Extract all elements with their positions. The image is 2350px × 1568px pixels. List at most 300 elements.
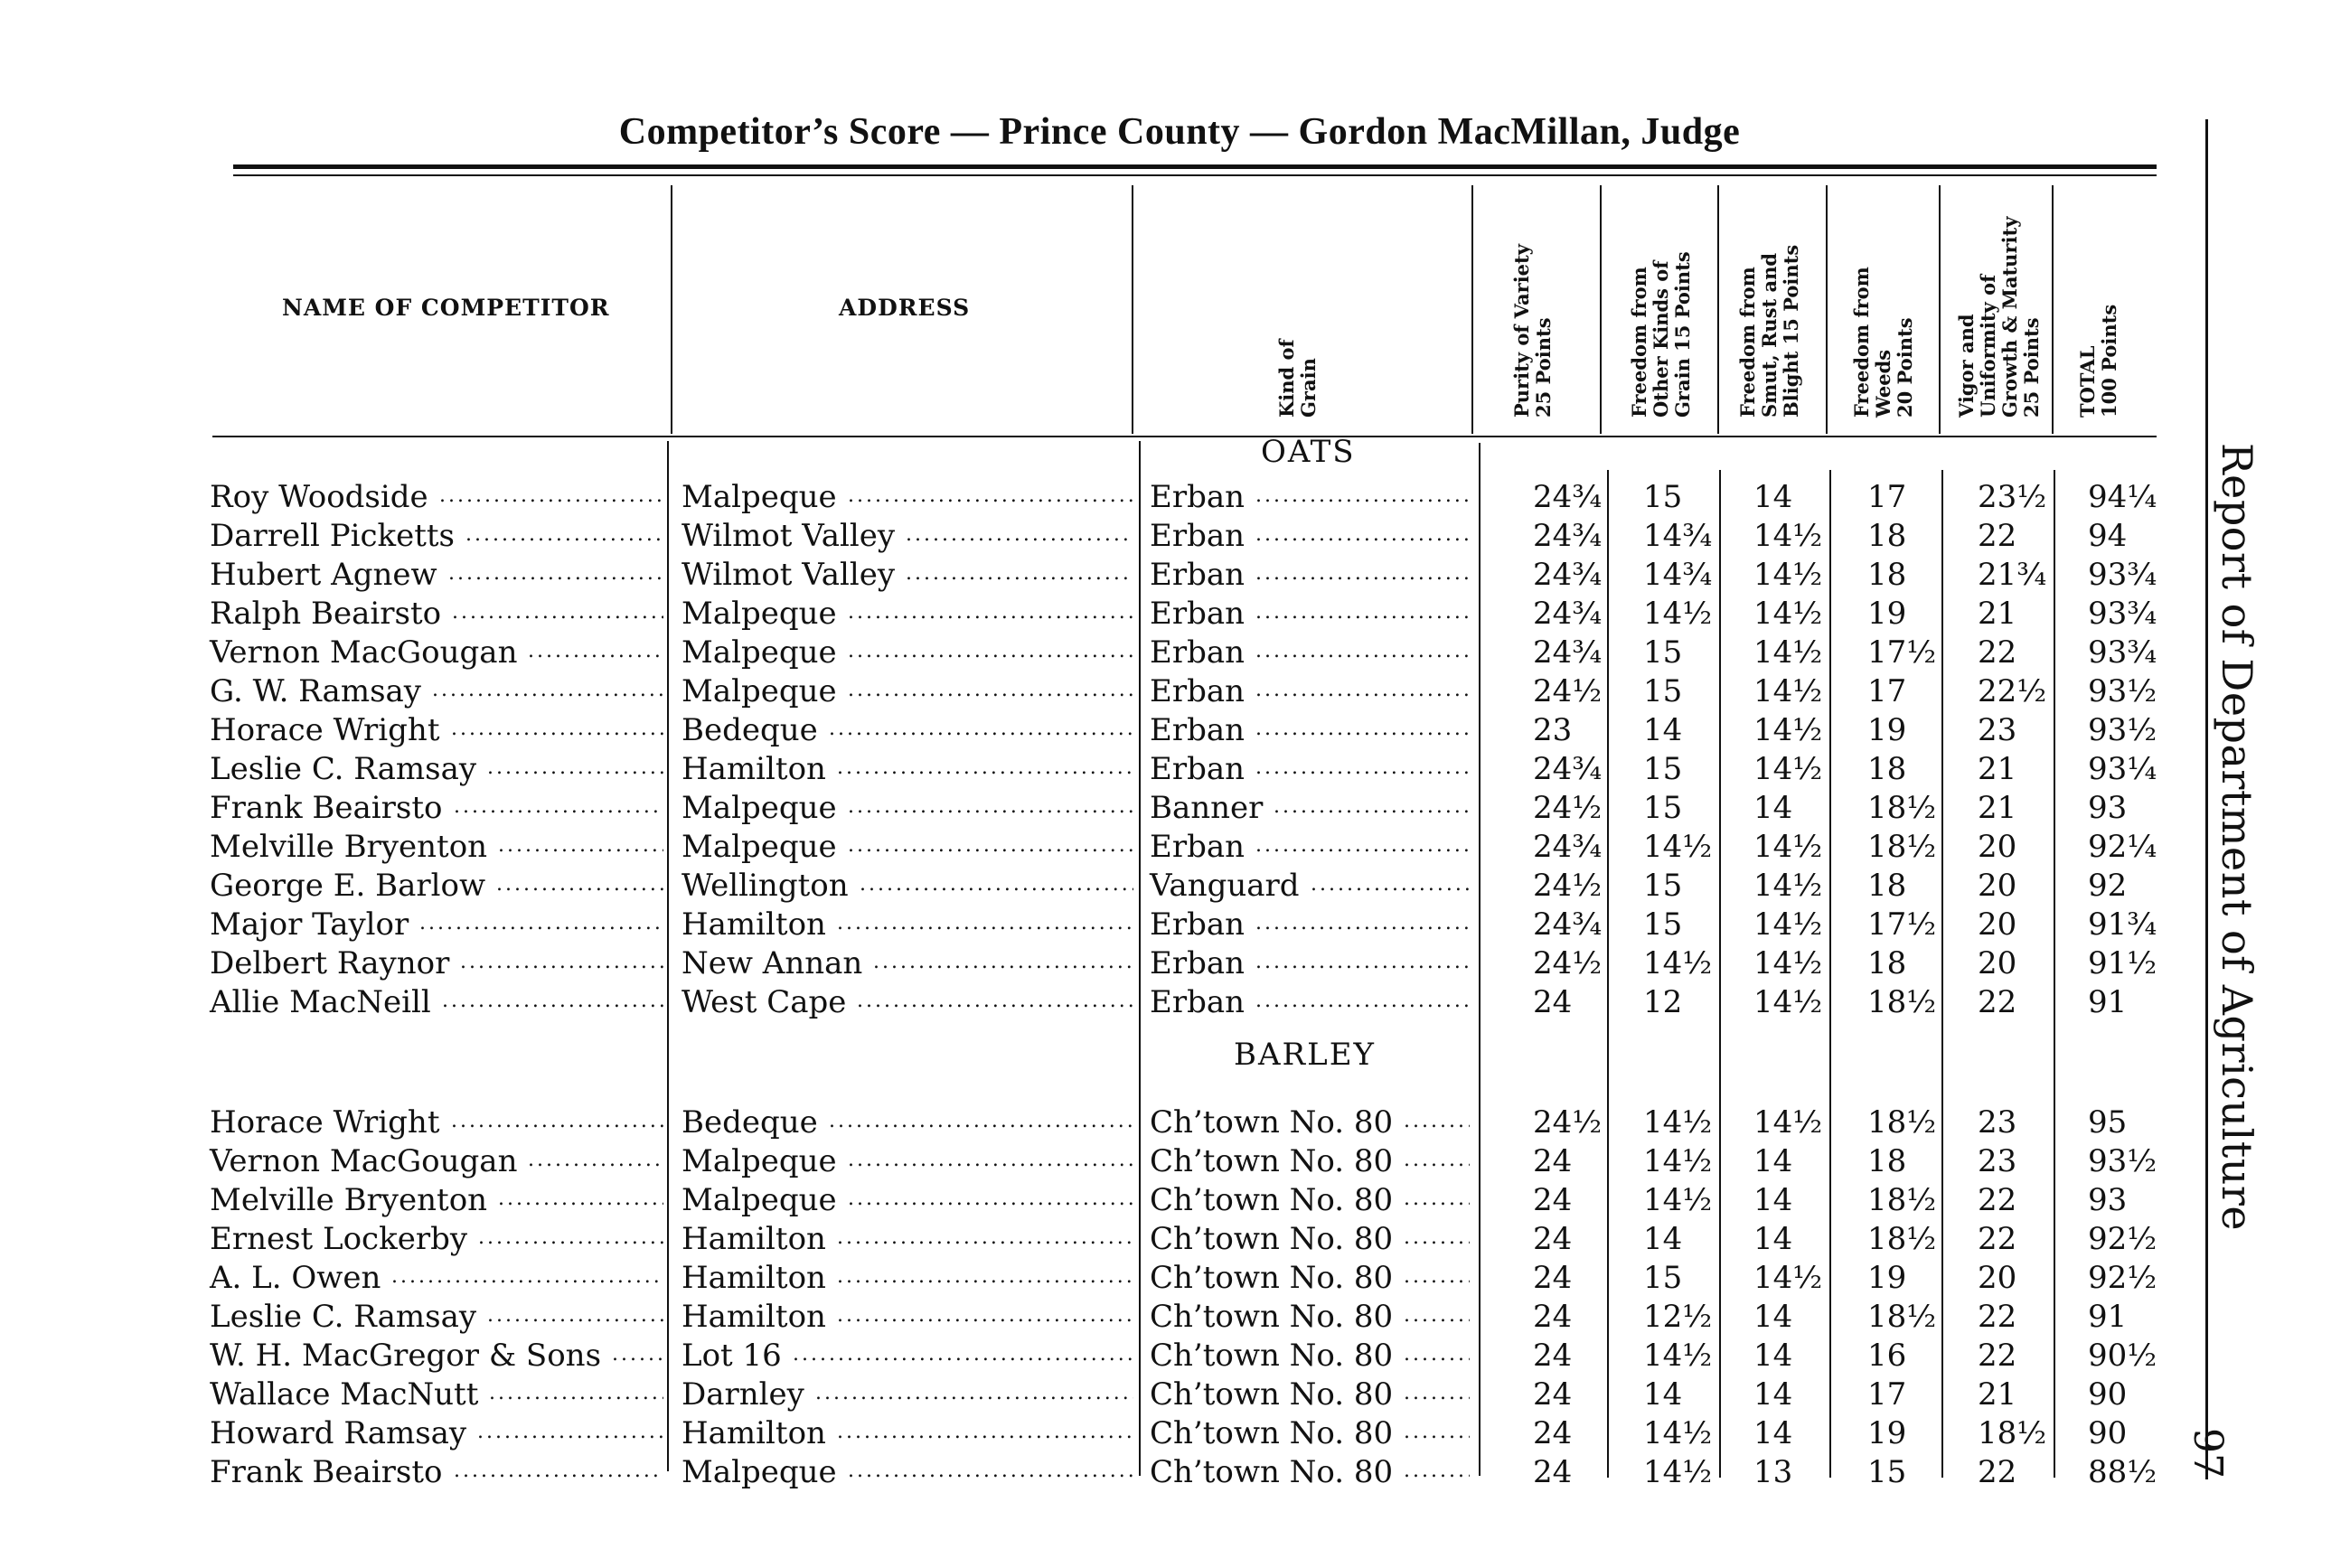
side-title: Report of Department of Agriculture: [2213, 443, 2261, 1232]
header-smut-rust: Freedom from Smut, Rust and Blight 15 Points: [1736, 244, 1802, 418]
competitor-name: W. H. MacGregor & Sons: [210, 1338, 602, 1374]
address-leader-dots: [848, 1182, 1133, 1221]
address-leader-dots: [837, 906, 1133, 945]
score-vigor: 22: [1978, 634, 2017, 671]
name-leader-dots: [448, 557, 663, 596]
score-vigor: 22: [1978, 1221, 2017, 1257]
score-vigor: 20: [1978, 1260, 2017, 1296]
competitor-name: Ernest Lockerby: [210, 1221, 468, 1257]
competitor-name: Vernon MacGougan: [210, 634, 518, 671]
kind-leader-dots: [1255, 829, 1470, 868]
competitor-name: George E. Barlow: [210, 868, 486, 904]
address-leader-dots: [837, 1299, 1133, 1338]
score-weeds: 18: [1867, 945, 1907, 981]
side-rule: [2205, 119, 2208, 1479]
kind-leader-dots: [1255, 673, 1470, 712]
kind-leader-dots: [1404, 1454, 1470, 1493]
score-weeds: 18½: [1867, 1299, 1937, 1335]
competitor-address: Hamilton: [682, 1299, 826, 1335]
header-divider: [1471, 185, 1473, 434]
score-total: 93¼: [2088, 751, 2157, 787]
competitor-address: Wilmot Valley: [682, 518, 896, 554]
header-divider: [2052, 185, 2054, 434]
score-vigor: 22: [1978, 984, 2017, 1020]
competitor-address: Malpeque: [682, 673, 837, 709]
score-weeds: 17: [1867, 673, 1907, 709]
grain-kind: Ch’town No. 80: [1150, 1338, 1394, 1374]
name-leader-dots: [442, 984, 663, 1023]
score-vigor: 21: [1978, 790, 2017, 826]
score-other-kinds: 15: [1643, 479, 1683, 515]
grain-kind: Erban: [1150, 634, 1246, 671]
kind-leader-dots: [1274, 790, 1470, 829]
score-purity: 24: [1533, 1415, 1573, 1451]
grain-kind: Ch’town No. 80: [1150, 1454, 1394, 1490]
score-weeds: 18½: [1867, 829, 1937, 865]
table-row: [0, 1182, 2350, 1221]
grain-kind: Banner: [1150, 790, 1264, 826]
competitor-name: Frank Beairsto: [210, 790, 443, 826]
score-weeds: 19: [1867, 596, 1907, 632]
name-leader-dots: [489, 1376, 663, 1415]
name-leader-dots: [528, 1143, 663, 1182]
score-vigor: 23: [1978, 1104, 2017, 1141]
name-leader-dots: [498, 829, 663, 868]
table-row: [0, 1104, 2350, 1143]
score-vigor: 22: [1978, 1299, 2017, 1335]
score-other-kinds: 14½: [1643, 1454, 1713, 1490]
address-leader-dots: [829, 712, 1133, 751]
score-weeds: 18½: [1867, 790, 1937, 826]
address-leader-dots: [837, 1221, 1133, 1260]
kind-leader-dots: [1255, 712, 1470, 751]
score-vigor: 20: [1978, 945, 2017, 981]
score-smut-rust: 14½: [1753, 945, 1823, 981]
table-row: [0, 518, 2350, 557]
score-purity: 24: [1533, 1299, 1573, 1335]
score-purity: 24: [1533, 984, 1573, 1020]
score-vigor: 18½: [1978, 1415, 2047, 1451]
score-total: 91½: [2088, 945, 2157, 981]
table-row: [0, 712, 2350, 751]
header-divider: [1939, 185, 1941, 434]
score-weeds: 18: [1867, 751, 1907, 787]
score-total: 90: [2088, 1376, 2128, 1413]
score-vigor: 20: [1978, 868, 2017, 904]
name-leader-dots: [460, 945, 663, 984]
competitor-address: Malpeque: [682, 1143, 837, 1179]
score-total: 91: [2088, 984, 2128, 1020]
kind-leader-dots: [1255, 596, 1470, 634]
competitor-address: West Cape: [682, 984, 847, 1020]
competitor-name: Hubert Agnew: [210, 557, 437, 593]
competitor-name: Leslie C. Ramsay: [210, 751, 477, 787]
score-vigor: 21: [1978, 596, 2017, 632]
score-total: 95: [2088, 1104, 2128, 1141]
score-other-kinds: 15: [1643, 673, 1683, 709]
score-weeds: 19: [1867, 1415, 1907, 1451]
score-smut-rust: 14½: [1753, 596, 1823, 632]
score-total: 93¾: [2088, 596, 2157, 632]
name-leader-dots: [612, 1338, 663, 1376]
address-leader-dots: [829, 1104, 1133, 1143]
score-other-kinds: 14½: [1643, 1338, 1713, 1374]
table-row: [0, 1338, 2350, 1376]
competitor-address: Bedeque: [682, 712, 818, 748]
grain-kind: Ch’town No. 80: [1150, 1260, 1394, 1296]
score-purity: 24¾: [1533, 479, 1603, 515]
score-smut-rust: 14: [1753, 1415, 1793, 1451]
competitor-address: Malpeque: [682, 1454, 837, 1490]
table-row: [0, 1143, 2350, 1182]
competitor-address: Malpeque: [682, 1182, 837, 1218]
name-leader-dots: [391, 1260, 663, 1299]
score-vigor: 21¾: [1978, 557, 2047, 593]
kind-leader-dots: [1404, 1104, 1470, 1143]
score-purity: 24¾: [1533, 596, 1603, 632]
table-row: [0, 829, 2350, 868]
section-label-oats: OATS: [1261, 434, 1356, 470]
score-other-kinds: 14: [1643, 1221, 1683, 1257]
score-smut-rust: 14½: [1753, 1104, 1823, 1141]
competitor-address: Malpeque: [682, 634, 837, 671]
score-smut-rust: 14: [1753, 1182, 1793, 1218]
name-leader-dots: [419, 906, 663, 945]
score-vigor: 20: [1978, 906, 2017, 943]
grain-kind: Erban: [1150, 829, 1246, 865]
score-weeds: 18: [1867, 518, 1907, 554]
table-row: [0, 751, 2350, 790]
header-address: ADDRESS: [839, 295, 971, 321]
score-purity: 23: [1533, 712, 1573, 748]
competitor-address: Lot 16: [682, 1338, 782, 1374]
competitor-address: Wellington: [682, 868, 849, 904]
score-other-kinds: 15: [1643, 1260, 1683, 1296]
score-purity: 24: [1533, 1376, 1573, 1413]
competitor-address: Hamilton: [682, 906, 826, 943]
score-purity: 24: [1533, 1260, 1573, 1296]
name-leader-dots: [432, 673, 663, 712]
competitor-address: Hamilton: [682, 1415, 826, 1451]
score-other-kinds: 15: [1643, 868, 1683, 904]
kind-leader-dots: [1255, 479, 1470, 518]
competitor-name: G. W. Ramsay: [210, 673, 421, 709]
address-leader-dots: [848, 673, 1133, 712]
competitor-name: Roy Woodside: [210, 479, 428, 515]
score-total: 93¾: [2088, 634, 2157, 671]
score-weeds: 18½: [1867, 1221, 1937, 1257]
name-leader-dots: [451, 712, 663, 751]
score-total: 90: [2088, 1415, 2128, 1451]
header-divider: [1826, 185, 1828, 434]
grain-kind: Ch’town No. 80: [1150, 1104, 1394, 1141]
header-divider: [1600, 185, 1602, 434]
score-purity: 24¾: [1533, 634, 1603, 671]
address-leader-dots: [837, 1415, 1133, 1454]
name-leader-dots: [487, 751, 663, 790]
score-smut-rust: 13: [1753, 1454, 1793, 1490]
address-leader-dots: [860, 868, 1133, 906]
score-smut-rust: 14: [1753, 1299, 1793, 1335]
score-purity: 24¾: [1533, 518, 1603, 554]
score-other-kinds: 14: [1643, 712, 1683, 748]
score-other-kinds: 14½: [1643, 945, 1713, 981]
competitor-name: Wallace MacNutt: [210, 1376, 479, 1413]
table-row: [0, 634, 2350, 673]
name-leader-dots: [439, 479, 663, 518]
address-leader-dots: [906, 518, 1133, 557]
score-smut-rust: 14: [1753, 1143, 1793, 1179]
score-total: 94: [2088, 518, 2128, 554]
score-purity: 24½: [1533, 1104, 1603, 1141]
name-leader-dots: [498, 1182, 663, 1221]
score-smut-rust: 14½: [1753, 906, 1823, 943]
grain-kind: Erban: [1150, 479, 1246, 515]
score-total: 93½: [2088, 1143, 2157, 1179]
section-label-barley: BARLEY: [1234, 1037, 1376, 1073]
score-smut-rust: 14½: [1753, 1260, 1823, 1296]
score-vigor: 22½: [1978, 673, 2047, 709]
competitor-name: Allie MacNeill: [210, 984, 431, 1020]
score-weeds: 17½: [1867, 906, 1937, 943]
score-vigor: 22: [1978, 1454, 2017, 1490]
name-leader-dots: [487, 1299, 663, 1338]
competitor-address: Bedeque: [682, 1104, 818, 1141]
score-weeds: 18½: [1867, 1182, 1937, 1218]
address-leader-dots: [848, 1454, 1133, 1493]
table-row: [0, 479, 2350, 518]
kind-leader-dots: [1404, 1182, 1470, 1221]
grain-kind: Ch’town No. 80: [1150, 1143, 1394, 1179]
score-total: 91¾: [2088, 906, 2157, 943]
score-smut-rust: 14½: [1753, 751, 1823, 787]
score-other-kinds: 14½: [1643, 1182, 1713, 1218]
score-other-kinds: 14½: [1643, 596, 1713, 632]
score-other-kinds: 14½: [1643, 829, 1713, 865]
score-purity: 24¾: [1533, 906, 1603, 943]
score-smut-rust: 14: [1753, 1376, 1793, 1413]
kind-leader-dots: [1255, 557, 1470, 596]
score-purity: 24½: [1533, 790, 1603, 826]
kind-leader-dots: [1255, 634, 1470, 673]
score-other-kinds: 14: [1643, 1376, 1683, 1413]
name-leader-dots: [454, 790, 663, 829]
address-leader-dots: [848, 596, 1133, 634]
score-purity: 24: [1533, 1182, 1573, 1218]
grain-kind: Erban: [1150, 984, 1246, 1020]
score-total: 92: [2088, 868, 2128, 904]
kind-leader-dots: [1255, 518, 1470, 557]
competitor-name: Vernon MacGougan: [210, 1143, 518, 1179]
competitor-name: Major Taylor: [210, 906, 409, 943]
score-other-kinds: 14¾: [1643, 557, 1713, 593]
kind-leader-dots: [1404, 1221, 1470, 1260]
score-weeds: 17: [1867, 479, 1907, 515]
address-leader-dots: [815, 1376, 1133, 1415]
score-weeds: 18½: [1867, 984, 1937, 1020]
competitor-address: Malpeque: [682, 790, 837, 826]
score-smut-rust: 14½: [1753, 518, 1823, 554]
name-leader-dots: [528, 634, 663, 673]
competitor-address: Malpeque: [682, 829, 837, 865]
address-leader-dots: [848, 1143, 1133, 1182]
kind-leader-dots: [1404, 1338, 1470, 1376]
score-purity: 24: [1533, 1143, 1573, 1179]
competitor-address: Hamilton: [682, 1221, 826, 1257]
table-row: [0, 1260, 2350, 1299]
table-row: [0, 984, 2350, 1023]
address-leader-dots: [837, 751, 1133, 790]
header-divider: [671, 185, 672, 434]
grain-kind: Vanguard: [1150, 868, 1300, 904]
table-row: [0, 1299, 2350, 1338]
score-weeds: 16: [1867, 1338, 1907, 1374]
competitor-address: Hamilton: [682, 1260, 826, 1296]
score-total: 93: [2088, 1182, 2128, 1218]
score-other-kinds: 12½: [1643, 1299, 1713, 1335]
address-leader-dots: [857, 984, 1133, 1023]
table-row: [0, 945, 2350, 984]
page-number: 97: [2185, 1428, 2231, 1479]
score-vigor: 21: [1978, 751, 2017, 787]
score-weeds: 18: [1867, 868, 1907, 904]
header-rule-thin: [233, 174, 2157, 176]
kind-leader-dots: [1255, 751, 1470, 790]
table-row: [0, 673, 2350, 712]
score-purity: 24½: [1533, 868, 1603, 904]
score-purity: 24¾: [1533, 751, 1603, 787]
name-leader-dots: [477, 1415, 663, 1454]
score-vigor: 22: [1978, 1182, 2017, 1218]
name-leader-dots: [451, 1104, 663, 1143]
grain-kind: Erban: [1150, 596, 1246, 632]
score-vigor: 21: [1978, 1376, 2017, 1413]
score-other-kinds: 14½: [1643, 1415, 1713, 1451]
score-other-kinds: 12: [1643, 984, 1683, 1020]
competitor-name: Howard Ramsay: [210, 1415, 467, 1451]
table-row: [0, 1221, 2350, 1260]
table-row: [0, 906, 2350, 945]
competitor-name: Darrell Picketts: [210, 518, 456, 554]
score-smut-rust: 14½: [1753, 673, 1823, 709]
score-weeds: 19: [1867, 712, 1907, 748]
competitor-name: Melville Bryenton: [210, 1182, 488, 1218]
score-smut-rust: 14½: [1753, 984, 1823, 1020]
header-rule-thick: [233, 164, 2157, 169]
header-divider: [1132, 185, 1133, 434]
address-leader-dots: [793, 1338, 1133, 1376]
score-vigor: 23½: [1978, 479, 2047, 515]
name-leader-dots: [496, 868, 663, 906]
score-total: 93: [2088, 790, 2128, 826]
competitor-name: A. L. Owen: [210, 1260, 381, 1296]
header-bottom-rule: [212, 436, 2157, 437]
grain-kind: Erban: [1150, 673, 1246, 709]
table-row: [0, 1454, 2350, 1493]
score-vigor: 22: [1978, 518, 2017, 554]
kind-leader-dots: [1255, 945, 1470, 984]
name-leader-dots: [452, 596, 663, 634]
table-row: [0, 1415, 2350, 1454]
competitor-address: Darnley: [682, 1376, 804, 1413]
score-vigor: 23: [1978, 1143, 2017, 1179]
score-total: 93¾: [2088, 557, 2157, 593]
competitor-name: Leslie C. Ramsay: [210, 1299, 477, 1335]
grain-kind: Ch’town No. 80: [1150, 1415, 1394, 1451]
score-smut-rust: 14½: [1753, 868, 1823, 904]
competitor-name: Delbert Raynor: [210, 945, 450, 981]
score-purity: 24: [1533, 1221, 1573, 1257]
score-purity: 24½: [1533, 673, 1603, 709]
kind-leader-dots: [1311, 868, 1470, 906]
score-total: 92½: [2088, 1260, 2157, 1296]
competitor-name: Melville Bryenton: [210, 829, 488, 865]
table-row: [0, 596, 2350, 634]
grain-kind: Erban: [1150, 712, 1246, 748]
score-smut-rust: 14: [1753, 1221, 1793, 1257]
header-vigor: Vigor and Uniformity of Growth & Maturity 25 Points: [1955, 216, 2043, 418]
competitor-name: Ralph Beairsto: [210, 596, 442, 632]
grain-kind: Erban: [1150, 557, 1246, 593]
competitor-name: Horace Wright: [210, 712, 440, 748]
table-row: [0, 868, 2350, 906]
score-other-kinds: 14½: [1643, 1104, 1713, 1141]
score-total: 92¼: [2088, 829, 2157, 865]
grain-kind: Ch’town No. 80: [1150, 1182, 1394, 1218]
score-other-kinds: 14½: [1643, 1143, 1713, 1179]
score-total: 90½: [2088, 1338, 2157, 1374]
score-weeds: 18: [1867, 557, 1907, 593]
header-name: NAME OF COMPETITOR: [282, 295, 610, 321]
score-smut-rust: 14: [1753, 1338, 1793, 1374]
competitor-address: Hamilton: [682, 751, 826, 787]
score-purity: 24: [1533, 1454, 1573, 1490]
score-total: 92½: [2088, 1221, 2157, 1257]
score-other-kinds: 15: [1643, 751, 1683, 787]
header-kind-of-grain: Kind of Grain: [1275, 339, 1320, 418]
grain-kind: Erban: [1150, 906, 1246, 943]
kind-leader-dots: [1255, 984, 1470, 1023]
score-weeds: 19: [1867, 1260, 1907, 1296]
grain-kind: Erban: [1150, 518, 1246, 554]
header-purity: Purity of Variety 25 Points: [1510, 244, 1555, 418]
address-leader-dots: [848, 790, 1133, 829]
address-leader-dots: [873, 945, 1133, 984]
name-leader-dots: [478, 1221, 663, 1260]
score-purity: 24¾: [1533, 829, 1603, 865]
score-vigor: 23: [1978, 712, 2017, 748]
score-other-kinds: 15: [1643, 634, 1683, 671]
address-leader-dots: [848, 479, 1133, 518]
address-leader-dots: [906, 557, 1133, 596]
score-weeds: 17½: [1867, 634, 1937, 671]
header-other-kinds: Freedom from Other Kinds of Grain 15 Points: [1628, 251, 1694, 418]
header-weeds: Freedom from Weeds 20 Points: [1850, 267, 1916, 418]
table-row: [0, 557, 2350, 596]
score-purity: 24¾: [1533, 557, 1603, 593]
score-total: 91: [2088, 1299, 2128, 1335]
grain-kind: Ch’town No. 80: [1150, 1221, 1394, 1257]
score-weeds: 18: [1867, 1143, 1907, 1179]
kind-leader-dots: [1404, 1415, 1470, 1454]
name-leader-dots: [454, 1454, 663, 1493]
grain-kind: Ch’town No. 80: [1150, 1299, 1394, 1335]
header-total: TOTAL 100 Points: [2076, 304, 2120, 418]
score-smut-rust: 14: [1753, 790, 1793, 826]
kind-leader-dots: [1255, 906, 1470, 945]
page-title: Competitor’s Score — Prince County — Gordon MacMillan, Judge: [618, 111, 1741, 153]
score-total: 93½: [2088, 712, 2157, 748]
